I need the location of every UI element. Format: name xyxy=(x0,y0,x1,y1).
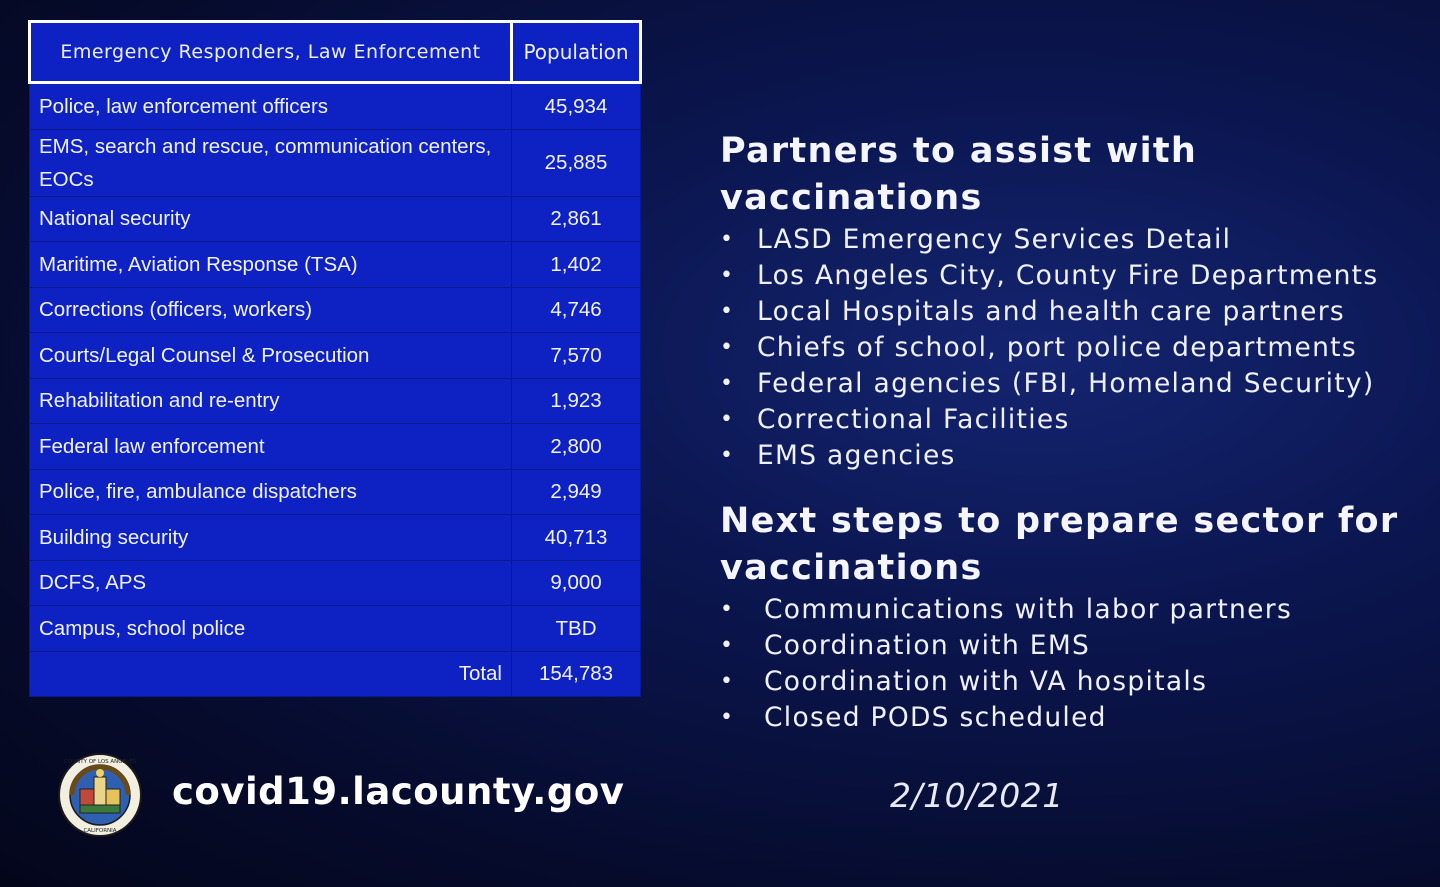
table-row xyxy=(30,196,641,242)
row-value: 2,949 xyxy=(512,469,641,515)
table-row xyxy=(30,378,641,424)
list-item: • Federal agencies (FBI, Homeland Security) xyxy=(720,366,1420,402)
bullet-icon: • xyxy=(720,597,735,622)
table-row xyxy=(30,287,641,333)
row-label: DCFS, APS xyxy=(30,560,512,606)
partners-section xyxy=(720,128,1420,474)
next-steps-section xyxy=(720,498,1420,736)
row-value: 1,402 xyxy=(512,242,641,288)
slide-date: 2/10/2021 xyxy=(890,776,1064,815)
list-item: • Communications with labor partners xyxy=(720,592,1420,628)
row-label: Rehabilitation and re-entry xyxy=(30,378,512,424)
list-item: • Los Angeles City, County Fire Departments xyxy=(720,258,1420,294)
county-seal-icon xyxy=(58,753,142,837)
total-value: 154,783 xyxy=(512,651,641,697)
row-value: 4,746 xyxy=(512,287,641,333)
partners-heading: Partners to assist with vaccinations xyxy=(720,131,1198,218)
row-label: Building security xyxy=(30,515,512,561)
table-row xyxy=(30,129,641,196)
table-row xyxy=(30,424,641,470)
bullet-icon: • xyxy=(720,705,735,730)
website-link[interactable]: covid19.lacounty.gov xyxy=(172,770,625,813)
row-label: Police, fire, ambulance dispatchers xyxy=(30,469,512,515)
row-value: 2,861 xyxy=(512,196,641,242)
row-label: Federal law enforcement xyxy=(30,424,512,470)
responders-table-container xyxy=(28,20,639,697)
list-item: • Chiefs of school, port police departments xyxy=(720,330,1420,366)
row-value: 1,923 xyxy=(512,378,641,424)
row-value: TBD xyxy=(512,606,641,652)
table-header-row xyxy=(30,22,641,83)
row-value: 25,885 xyxy=(512,129,641,196)
bullet-icon: • xyxy=(720,407,735,432)
list-item: • Closed PODS scheduled xyxy=(720,700,1420,736)
total-row xyxy=(30,651,641,697)
row-value: 2,800 xyxy=(512,424,641,470)
list-item: • Coordination with VA hospitals xyxy=(720,664,1420,700)
row-value: 9,000 xyxy=(512,560,641,606)
row-value: 7,570 xyxy=(512,333,641,379)
next-steps-heading: Next steps to prepare sector for vaccinations xyxy=(720,501,1399,588)
bullet-icon: • xyxy=(720,443,735,468)
table-row xyxy=(30,606,641,652)
row-value: 45,934 xyxy=(512,83,641,130)
bullet-icon: • xyxy=(720,299,735,324)
bullet-icon: • xyxy=(720,633,735,658)
bullet-icon: • xyxy=(720,371,735,396)
header-population: Population xyxy=(512,22,641,83)
bullet-icon: • xyxy=(720,263,735,288)
responders-table xyxy=(28,20,642,697)
list-item: • LASD Emergency Services Detail xyxy=(720,222,1420,258)
list-item: • Correctional Facilities xyxy=(720,402,1420,438)
next-steps-list xyxy=(720,592,1420,736)
list-item: • EMS agencies xyxy=(720,438,1420,474)
list-item: • Local Hospitals and health care partners xyxy=(720,294,1420,330)
row-label: Campus, school police xyxy=(30,606,512,652)
row-label: National security xyxy=(30,196,512,242)
header-category: Emergency Responders, Law Enforcement xyxy=(30,22,512,83)
partners-list xyxy=(720,222,1420,474)
row-value: 40,713 xyxy=(512,515,641,561)
table-row xyxy=(30,560,641,606)
row-label: EMS, search and rescue, communication centers, EOCs xyxy=(30,129,512,196)
svg-text:CALIFORNIA: CALIFORNIA xyxy=(83,828,117,834)
svg-text:COUNTY OF LOS ANGELES: COUNTY OF LOS ANGELES xyxy=(63,759,137,765)
total-label: Total xyxy=(30,651,512,697)
table-row xyxy=(30,515,641,561)
bullet-icon: • xyxy=(720,335,735,360)
bullet-icon: • xyxy=(720,669,735,694)
row-label: Corrections (officers, workers) xyxy=(30,287,512,333)
table-row xyxy=(30,333,641,379)
right-panel xyxy=(720,128,1420,736)
bullet-icon: • xyxy=(720,227,735,252)
table-row xyxy=(30,83,641,130)
list-item: • Coordination with EMS xyxy=(720,628,1420,664)
table-row xyxy=(30,469,641,515)
row-label: Maritime, Aviation Response (TSA) xyxy=(30,242,512,288)
row-label: Courts/Legal Counsel & Prosecution xyxy=(30,333,512,379)
row-label: Police, law enforcement officers xyxy=(30,83,512,130)
table-row xyxy=(30,242,641,288)
